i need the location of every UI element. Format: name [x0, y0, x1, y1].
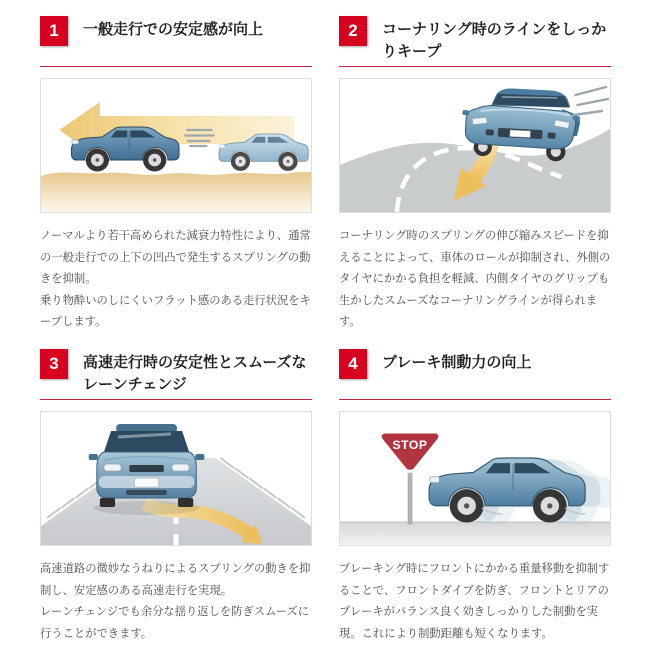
section-2-number-badge: 2 — [339, 16, 367, 46]
speed-lines-icon — [573, 87, 608, 115]
sandy-ground — [41, 172, 311, 212]
section-1-paragraph-1: ノーマルより若干高められた減衰力特性により、通常の一般走行での上下の凹凸で発生するスプリングの動きを抑制。 — [40, 230, 311, 285]
illustration-lane-change — [40, 411, 312, 546]
section-1-divider — [40, 66, 312, 67]
section-1-title: 一般走行での安定感が向上 — [83, 21, 264, 38]
section-2-body — [339, 226, 611, 334]
highway-car-icon — [89, 424, 205, 515]
flat-ride-graphic — [41, 79, 311, 212]
stop-sign-label: STOP — [392, 438, 428, 453]
section-4-divider — [339, 399, 611, 400]
section-3-header — [40, 349, 312, 399]
road-strip — [340, 522, 610, 545]
section-3-title: 高速走行時の安定性とスムーズなレーンチェンジ — [83, 354, 307, 394]
section-1-header — [40, 16, 312, 66]
section-4-paragraph-1: ブレーキング時にフロントにかかる重量移動を抑制することで、フロントダイブを防ぎ、フロントとリアのブレーキがバランス良く効きしっかりした制動を実現。これにより制動距離も短くなります。 — [339, 563, 610, 640]
section-1-paragraph-2: 乗り物酔いのしにくいフラット感のある走行状況をキープします。 — [40, 294, 311, 328]
section-4-title: ブレーキ制動力の向上 — [382, 354, 532, 372]
section-3-divider — [40, 399, 312, 400]
lane-change-graphic — [41, 412, 311, 545]
section-3-number-badge: 3 — [40, 349, 68, 379]
feature-section-1 — [40, 16, 312, 339]
section-4-header — [339, 349, 611, 399]
section-4-number-badge: 4 — [339, 349, 367, 379]
section-3-paragraph-1: 高速道路の微妙なうねりによるスプリングの動きを抑制し、安定感のある高速走行を実現。 — [40, 563, 311, 597]
braking-graphic — [340, 412, 610, 545]
feature-section-3 — [40, 349, 312, 651]
section-2-title: コーナリング時のラインをしっかりキープ — [382, 21, 607, 60]
illustration-braking — [339, 411, 611, 546]
section-4-body — [339, 559, 611, 645]
section-2-header — [339, 16, 611, 66]
cornering-car-icon — [460, 86, 582, 162]
section-1-body — [40, 226, 312, 334]
illustration-flat-ride — [40, 78, 312, 213]
cornering-graphic — [340, 79, 610, 212]
section-2-paragraph-1: コーナリング時のスプリングの伸び縮みスピードを抑えることによって、車体のロールが抑制され、外側のタイヤにかかる負担を軽減、内側タイヤのグリップも生かしたスムーズなコーナリングラインが得られます。 — [339, 230, 611, 328]
section-3-paragraph-2: レーンチェンジでも余分な揺り返しを防ぎスムーズに行うことができます。 — [40, 606, 310, 640]
feature-section-2 — [339, 16, 611, 339]
section-3-body — [40, 559, 312, 645]
section-1-number-badge: 1 — [40, 16, 68, 46]
illustration-cornering — [339, 78, 611, 213]
section-2-divider — [339, 66, 611, 67]
feature-section-4 — [339, 349, 611, 651]
